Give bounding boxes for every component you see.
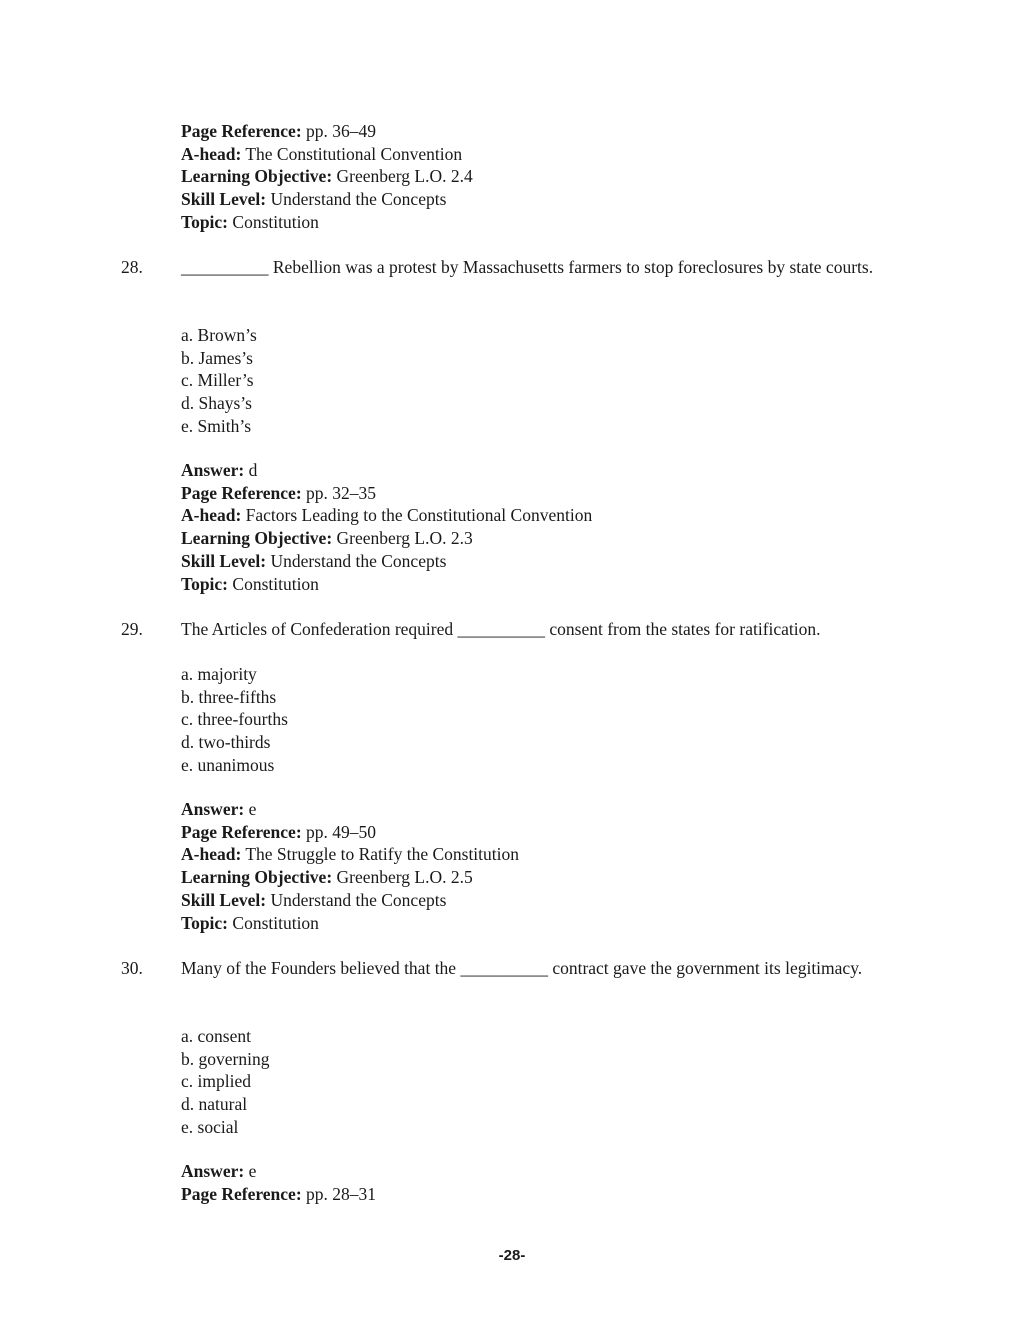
- choice-item: b. three-fifths: [181, 686, 277, 707]
- topic-line: Topic: Constitution: [181, 912, 319, 933]
- page-number: -28-: [498, 1247, 526, 1264]
- question-metadata: [181, 1160, 376, 1205]
- question-number: 29.: [121, 619, 143, 639]
- page-reference-line: Page Reference: pp. 32–35: [181, 482, 377, 503]
- choice-item: c. three-fourths: [181, 709, 288, 730]
- objective-line: Learning Objective: Greenberg L.O. 2.4: [181, 166, 473, 187]
- ahead-line: A-head: Factors Leading to the Constitutional Convention: [181, 505, 593, 526]
- skill-line: Skill Level: Understand the Concepts: [181, 550, 447, 571]
- question-text: __________ Rebellion was a protest by Massachusetts farmers to stop foreclosures by state courts.: [181, 257, 874, 277]
- answer-line: Answer: d: [181, 460, 258, 480]
- ahead-line: A-head: The Struggle to Ratify the Constitution: [181, 844, 520, 865]
- choice-item: a. majority: [181, 664, 257, 684]
- question-metadata: [181, 459, 592, 595]
- choice-item: a. consent: [181, 1026, 251, 1046]
- answer-line: Answer: e: [181, 799, 257, 819]
- question-text: The Articles of Confederation required __________ consent from the states for ratification.: [181, 619, 821, 639]
- page-reference-line: Page Reference: pp. 49–50: [181, 821, 377, 842]
- page-reference-line: Page Reference: pp. 28–31: [181, 1183, 377, 1204]
- choice-item: e. social: [181, 1116, 239, 1137]
- choice-item: a. Brown’s: [181, 325, 257, 345]
- question-number: 30.: [121, 958, 143, 978]
- choice-item: c. Miller’s: [181, 370, 254, 391]
- topic-line: Topic: Constitution: [181, 211, 319, 232]
- choice-item: e. unanimous: [181, 754, 275, 775]
- objective-line: Learning Objective: Greenberg L.O. 2.3: [181, 528, 473, 549]
- choice-item: e. Smith’s: [181, 415, 252, 436]
- ahead-line: A-head: The Constitutional Convention: [181, 143, 463, 164]
- choice-item: d. two-thirds: [181, 732, 271, 753]
- objective-line: Learning Objective: Greenberg L.O. 2.5: [181, 867, 473, 888]
- page-reference-line: Page Reference: pp. 36–49: [181, 121, 377, 141]
- choice-item: b. governing: [181, 1048, 270, 1069]
- choice-item: d. Shays’s: [181, 393, 252, 414]
- question-text: Many of the Founders believed that the __________ contract gave the government its legitimacy.: [181, 958, 863, 978]
- skill-line: Skill Level: Understand the Concepts: [181, 189, 447, 210]
- question-number: 28.: [121, 257, 143, 277]
- question-metadata: [181, 798, 519, 934]
- choice-item: b. James’s: [181, 347, 253, 368]
- answer-line: Answer: e: [181, 1161, 257, 1181]
- skill-line: Skill Level: Understand the Concepts: [181, 889, 447, 910]
- choice-item: c. implied: [181, 1071, 251, 1092]
- answer-choices: [181, 1025, 269, 1139]
- topic-line: Topic: Constitution: [181, 573, 319, 594]
- carryover-metadata: [181, 120, 473, 234]
- choice-item: d. natural: [181, 1094, 248, 1115]
- answer-choices: [181, 663, 288, 777]
- answer-choices: [181, 324, 257, 438]
